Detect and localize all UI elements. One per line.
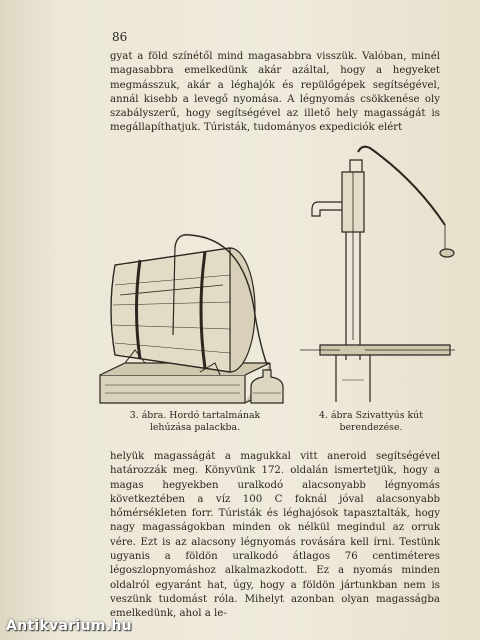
pump-well-illustration [290,140,470,405]
paragraph: helyük magasságát a magukkal vitt aneroid segítségével határozzák meg. Könyvünk 172. oldalán ismertetjük, hogy a magas hegyekben uralkodó alacsonyabb légnyomás következtében a víz 100 C foknál jóval alacsonyabb hőmérsékleten forr. Túristák és léghajósok tapasztalták, hogy nagy magasságokban minden ok nélkül megindul az orruk vére. Ezt is az alacsony légnyomás rovására kell írni. Testünk ugyanis a földön uralkodó átlagos 76 centiméteres légoszlopnyomáshoz alkalmazkodott. Ez a nyomás minden oldalról egyaránt hat, úgy, hogy a földön jártunkban nem is veszünk tudomást róla. Mihelyt azonban olyan magasságba emelkedünk, ahol a le- [110,451,440,620]
barrel-siphon-illustration [95,225,295,405]
body-text-top [110,50,440,136]
watermark-logo: Antikvarium.hu [6,618,132,634]
page-number: 86 [112,30,128,44]
figure-caption: 4. ábra Szivattyús kút berendezése. [319,410,423,433]
paragraph: gyat a föld színétől mind magasabbra visszük. Valóban, minél magasabbra emelkedünk akár azáltal, hogy a hegyeket megmásszuk, akár a léghajók és repülőgépek segítségével, annál kisebb a levegő nyomása. A légnyomás csökkenése oly szabályszerű, hogy segítségével az illető hely magasságát is megállapíthatjuk. Túristák, tudományos expediciók elért [110,51,440,134]
body-text-bottom [110,450,440,622]
figure-caption: 3. ábra. Hordó tartalmának lehúzása palackba. [129,410,261,433]
